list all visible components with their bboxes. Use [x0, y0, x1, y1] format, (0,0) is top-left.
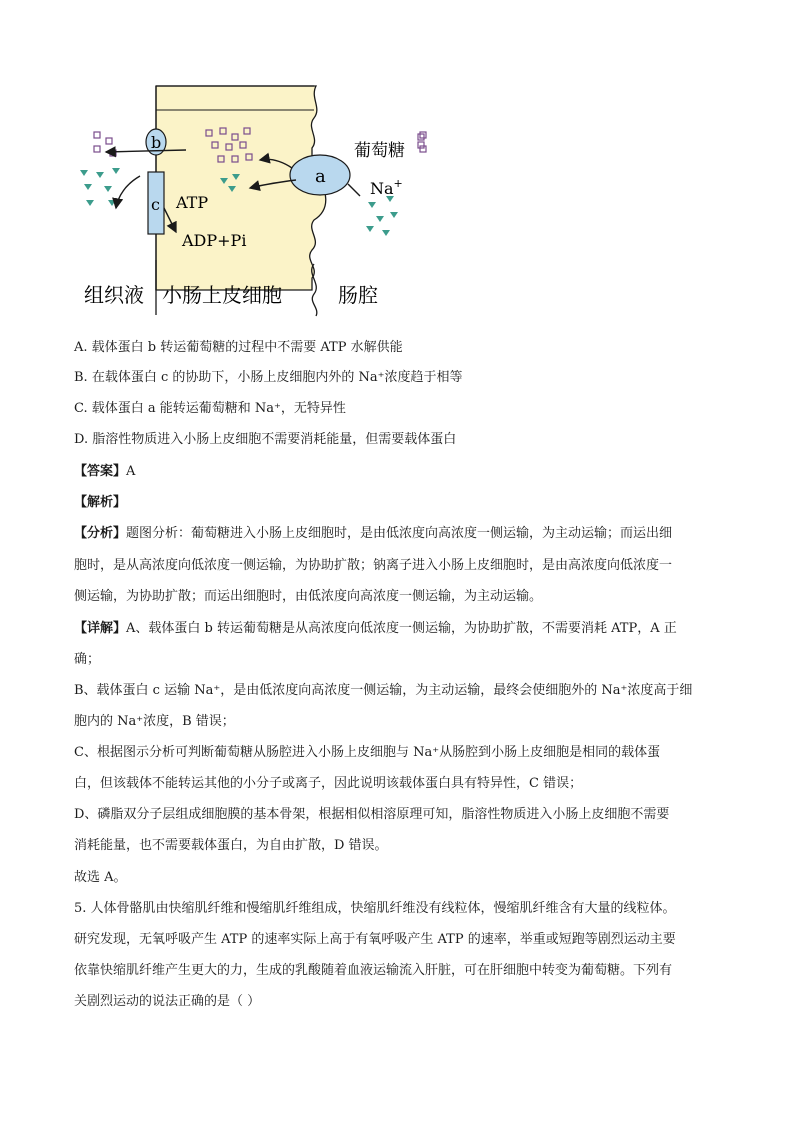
fenxi-line-2: 胞时，是从高浓度向低浓度一侧运输，为协助扩散；钠离子进入小肠上皮细胞时，是由高浓度向低浓度一	[74, 558, 673, 573]
xiangjie-line-6: 白，但该载体不能转运其他的小分子或离子，因此说明该载体蛋白具有特异性，C 错误；	[74, 776, 583, 791]
fenxi-line-3: 侧运输，为协助扩散；而运出细胞时，由低浓度向高浓度一侧运输，为主动运输。	[74, 589, 543, 604]
xiangjie-line-8: 消耗能量，也不需要载体蛋白，为自由扩散，D 错误。	[74, 838, 388, 853]
option-d: D. 脂溶性物质进入小肠上皮细胞不需要消耗能量，但需要载体蛋白	[74, 432, 457, 447]
option-c: C. 载体蛋白 a 能转运葡萄糖和 Na⁺，无特异性	[74, 401, 346, 416]
label-epithelial-cell: 小肠上皮细胞	[162, 283, 282, 307]
xiangjie-line-3: B、载体蛋白 c 运输 Na⁺，是由低浓度向高浓度一侧运输，为主动运输，最终会使细胞外的 Na⁺浓度高于细	[74, 683, 693, 698]
answer-tag: 【答案】	[74, 464, 127, 479]
question5-line-3: 依靠快缩肌纤维产生更大的力，生成的乳酸随着血液运输流入肝脏，可在肝细胞中转变为葡萄糖。下列有	[74, 963, 673, 978]
xiangjie-line-4: 胞内的 Na⁺浓度，B 错误；	[74, 714, 235, 729]
option-b: B. 在载体蛋白 c 的协助下，小肠上皮细胞内外的 Na⁺浓度趋于相等	[74, 370, 463, 385]
label-c: c	[151, 195, 160, 214]
label-lumen: 肠腔	[338, 283, 378, 307]
label-sodium: Na+	[370, 177, 403, 198]
option-a: A. 载体蛋白 b 转运葡萄糖的过程中不需要 ATP 水解供能	[74, 340, 403, 355]
xiangjie-line-2: 确；	[74, 652, 101, 667]
question5-line-1: 5. 人体骨骼肌由快缩肌纤维和慢缩肌纤维组成，快缩肌纤维没有线粒体，慢缩肌纤维含有大量的线粒体。	[74, 901, 676, 916]
label-tissue-fluid: 组织液	[84, 283, 144, 307]
label-atp: ATP	[176, 193, 209, 212]
label-b: b	[151, 133, 162, 152]
xiangjie-line-5: C、根据图示分析可判断葡萄糖从肠腔进入小肠上皮细胞与 Na⁺从肠腔到小肠上皮细胞是相同的载体蛋	[74, 745, 661, 760]
label-a: a	[315, 166, 326, 187]
label-glucose: 葡萄糖	[354, 141, 405, 161]
answer-line	[74, 462, 734, 482]
fenxi-line-1: 【分析】题图分析：葡萄糖进入小肠上皮细胞时，是由低浓度向高浓度一侧运输，为主动运输；而运出细	[74, 526, 673, 541]
glucose-lumen	[418, 132, 426, 152]
sodium-tissue-fluid	[80, 168, 120, 206]
answer-value: A	[126, 464, 136, 479]
question5-line-2: 研究发现，无氧呼吸产生 ATP 的速率实际上高于有氧呼吸产生 ATP 的速率，举重或短跑等剧烈运动主要	[74, 932, 676, 947]
question5-line-4: 关剧烈运动的说法正确的是（ ）	[74, 994, 261, 1009]
analysis-heading: 【解析】	[74, 495, 127, 510]
sodium-lumen	[366, 196, 398, 236]
transport-diagram	[70, 80, 405, 320]
xiangjie-line-9: 故选 A。	[74, 870, 127, 885]
xiangjie-line-7: D、磷脂双分子层组成细胞膜的基本骨架，根据相似相溶原理可知，脂溶性物质进入小肠上皮细胞不需要	[74, 807, 670, 822]
xiangjie-line-1: 【详解】A、载体蛋白 b 转运葡萄糖是从高浓度向低浓度一侧运输，为协助扩散，不需要消耗 ATP，A 正	[74, 621, 677, 636]
label-adp: ADP+Pi	[182, 231, 247, 250]
